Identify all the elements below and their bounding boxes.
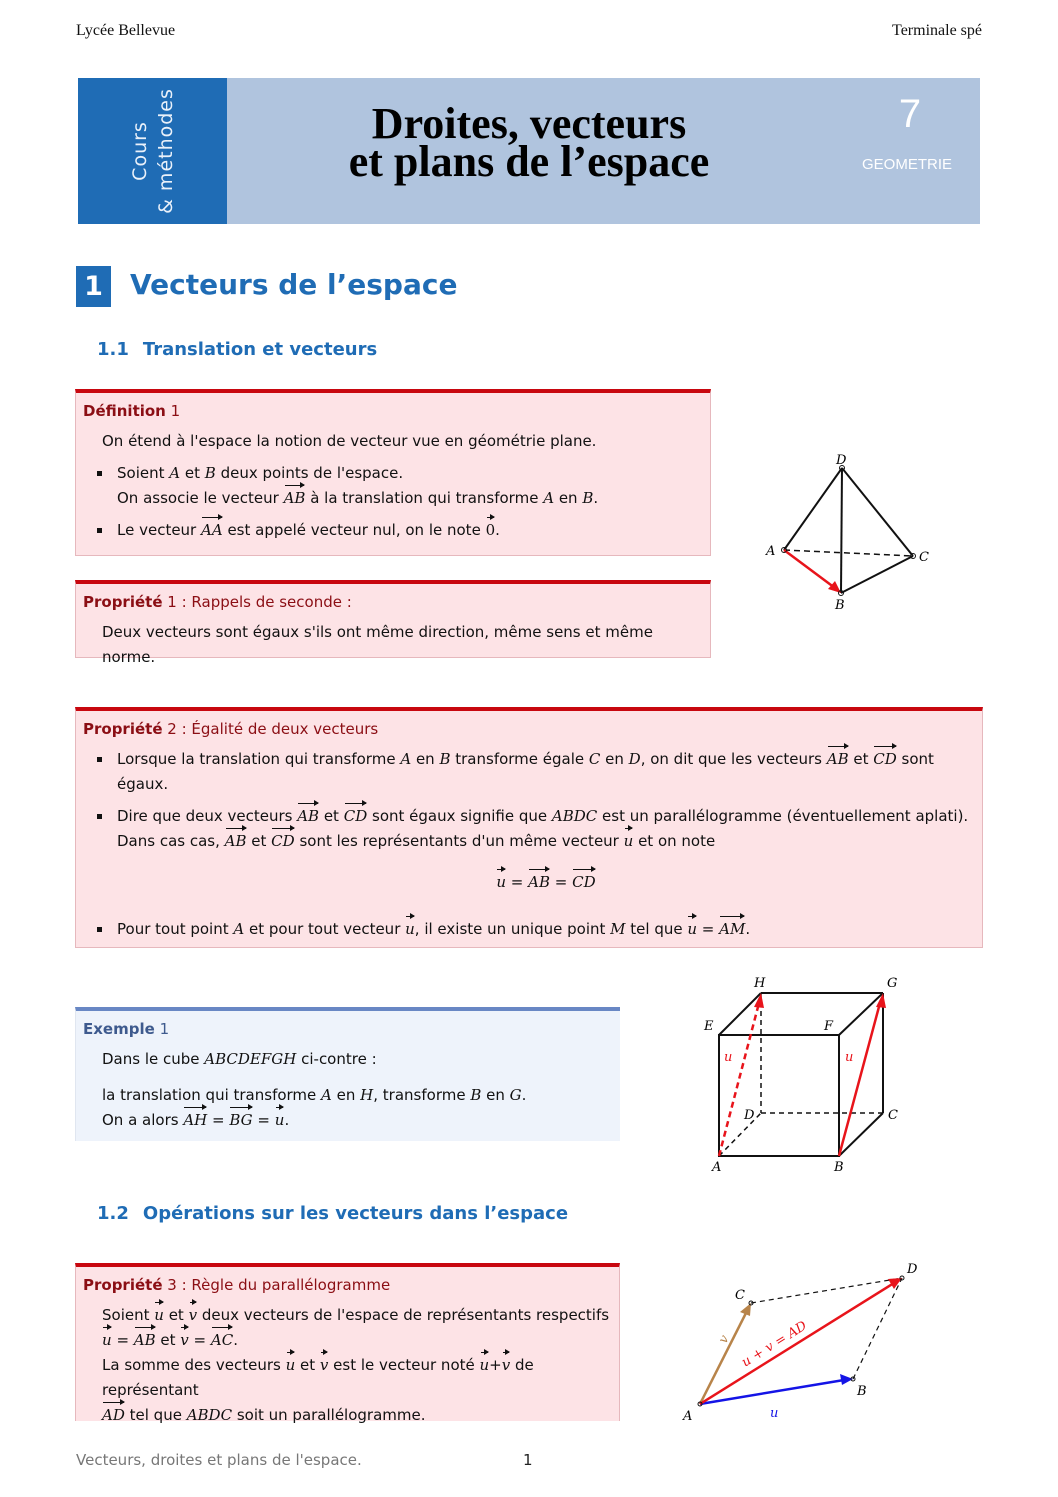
vector-label-u: u (845, 1050, 854, 1065)
point-label-D: D (744, 1108, 755, 1123)
point-label-D: D (907, 1262, 918, 1277)
property-bullet: Lorsque la translation qui transforme A en B transforme égale C en D, on dit que les vecteurs AB et CD sont égaux. (97, 747, 975, 797)
example-heading: Exemple 1 (83, 1020, 170, 1038)
subsection-title: Opérations sur les vecteurs dans l’espace (142, 1203, 569, 1224)
title-line1: Droites, vecteurs (371, 99, 687, 148)
property-box (75, 707, 983, 948)
example-line: On a alors AH = BG = u. (83, 1108, 613, 1133)
banner-side-panel (78, 78, 227, 224)
subsection-title: Translation et vecteurs (142, 339, 378, 360)
point-label-C: C (888, 1108, 898, 1123)
definition-bullet: Le vecteur AA est appelé vecteur nul, on le note 0. (97, 518, 703, 543)
chapter-number: 7 (898, 92, 922, 136)
property-line: Soient u et v deux vecteurs de l'espace de représentants respectifs (83, 1303, 612, 1328)
section-title: Vecteurs de l’espace (130, 268, 458, 301)
vector-label-u: u (770, 1406, 779, 1421)
property-heading: Propriété 3 : Règle du parallélogramme (83, 1276, 391, 1294)
property-heading: Propriété 2 : Égalité de deux vecteurs (83, 720, 379, 738)
property-box (75, 580, 711, 666)
point-label-B: B (835, 598, 845, 613)
page-number: 1 (523, 1451, 533, 1469)
definition-intro: On étend à l'espace la notion de vecteur vue en géométrie plane. (102, 432, 597, 450)
point-label-C: C (735, 1288, 745, 1303)
point-label-E: E (704, 1019, 714, 1034)
point-label-A: A (712, 1160, 722, 1175)
banner-side-line1: Cours (128, 121, 151, 181)
property-heading: Propriété 1 : Rappels de seconde : (83, 593, 352, 611)
tetrahedron-figure (740, 445, 960, 620)
point-label-G: G (887, 976, 898, 991)
property-bullet: Pour tout point A et pour tout vecteur u, il existe un unique point M tel que u = AM. (97, 917, 975, 942)
definition-heading: Définition 1 (83, 402, 181, 420)
definition-box (75, 389, 711, 556)
subsection-number: 1.2 (97, 1203, 129, 1224)
subsection-number: 1.1 (97, 339, 129, 360)
point-label-B: B (834, 1160, 844, 1175)
chapter-category: GEOMETRIE (861, 156, 952, 173)
footer-title: Vecteurs, droites et plans de l'espace. (76, 1451, 362, 1469)
vector-label-u: u (724, 1050, 733, 1065)
property-line: u = AB et v = AC. (83, 1328, 612, 1353)
point-label-H: H (754, 976, 766, 991)
point-label-A: A (683, 1409, 693, 1424)
banner-side-line2: & méthodes (154, 88, 177, 214)
example-line: la translation qui transforme A en H, transforme B en G. (102, 1086, 527, 1104)
page-title (227, 99, 831, 186)
cube-figure (690, 965, 920, 1180)
subsection-1-1 (97, 339, 377, 360)
header-school: Lycée Bellevue (76, 22, 176, 39)
property-line: La somme des vecteurs u et v est le vecteur noté u+v de représentant (83, 1353, 612, 1403)
property-box (75, 1263, 620, 1424)
equation: u = AB = CD (117, 870, 975, 895)
point-label-B: B (857, 1384, 867, 1399)
title-line2: et plans de l’espace (348, 137, 710, 186)
point-label-F: F (824, 1019, 834, 1034)
header-level: Terminale spé (892, 22, 982, 39)
property-bullet: Dire que deux vecteurs AB et CD sont égaux signifie que ABDC est un parallélogramme (éventuellement aplati). Dans cas cas, AB et CD sont les représentants d'un même vecteur u et on note u = AB = CD (97, 804, 975, 895)
example-box (75, 1007, 620, 1141)
example-line: Dans le cube ABCDEFGH ci-contre : (102, 1050, 377, 1068)
point-label-A: A (766, 544, 776, 559)
point-label-C: C (919, 550, 929, 565)
point-label-D: D (836, 453, 847, 468)
subsection-1-2 (97, 1203, 568, 1224)
parallelogram-figure (660, 1255, 940, 1430)
property-line: AD tel que ABDC soit un parallélogramme. (83, 1403, 612, 1428)
property-text: Deux vecteurs sont égaux s'ils ont même direction, même sens et même norme. (102, 623, 653, 666)
definition-bullet: Soient A et B deux points de l'espace. On associe le vecteur AB à la translation qui transforme A en B. (97, 461, 703, 511)
section-number: 1 (76, 266, 111, 307)
vector-label-sum: u + v = AD (739, 1318, 810, 1371)
vector-label-v: v (715, 1332, 733, 1347)
